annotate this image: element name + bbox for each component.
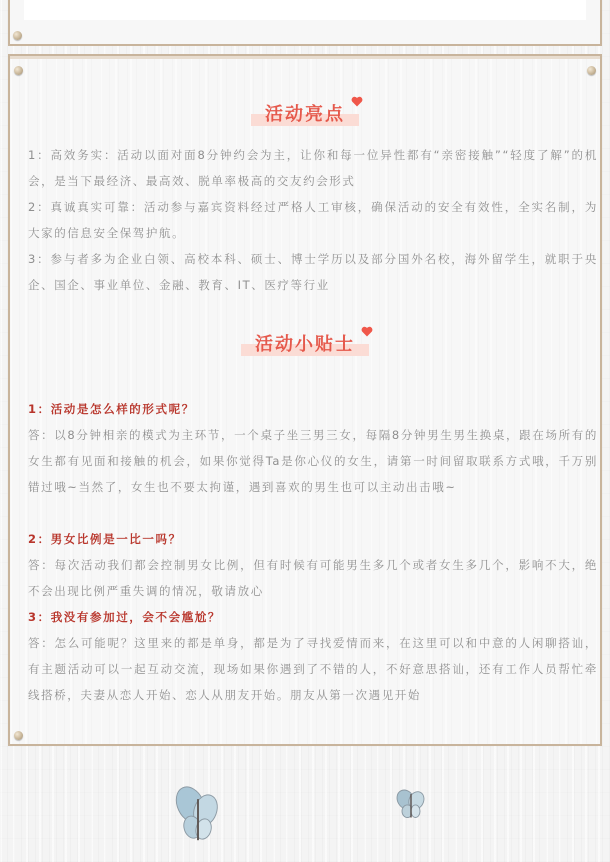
top-card-panel <box>8 0 602 46</box>
highlights-heading <box>10 100 600 126</box>
tip-answer-3: 答：怎么可能呢？这里来的都是单身，都是为了寻找爱情而来，在这里可以和中意的人闲聊搭讪，有主题活动可以一起互动交流，现场如果你遇到了不错的人，不好意思搭讪，还有工作人员帮忙牵线搭桥，夫妻从恋人开始、恋人从朋友开始。朋友从第一次遇见开始 <box>28 636 598 702</box>
pushpin-icon <box>14 731 23 740</box>
pushpin-icon <box>587 66 596 75</box>
butterfly-icon <box>170 782 226 848</box>
highlights-title: 活动亮点 <box>265 104 345 125</box>
tip-answer-1: 答：以8分钟相亲的模式为主环节，一个桌子坐三男三女，每隔8分钟男生男生换桌，跟在场所有的女生都有见面和接触的机会，如果你觉得Ta是你心仪的女生，请第一时间留取联系方式哦，千万别错过哦~当然了，女生也不要太拘谨，遇到喜欢的男生也可以主动出击哦~ <box>28 428 598 494</box>
tip-answer-2: 答：每次活动我们都会控制男女比例，但有时候有可能男生多几个或者女生多几个，影响不大，绝不会出现比例严重失调的情况，敬请放心 <box>28 558 598 598</box>
tip-question-2: 2：男女比例是一比一吗？ <box>28 532 182 546</box>
heart-icon <box>361 326 373 337</box>
pushpin-icon <box>13 31 22 40</box>
butterfly-icon <box>392 786 430 822</box>
pushpin-icon <box>14 66 23 75</box>
top-card-inner <box>24 0 586 20</box>
highlight-item-3: 3：参与者多为企业白领、高校本科、硕士、博士学历以及部分国外名校，海外留学生，就职于央企、国企、事业单位、金融、教育、IT、医疗等行业 <box>28 252 598 292</box>
highlight-item-2: 2：真诚真实可靠：活动参与嘉宾资料经过严格人工审核，确保活动的安全有效性，全实名制，为大家的信息安全保驾护航。 <box>28 200 598 240</box>
heart-icon <box>351 96 363 107</box>
tips-title: 活动小贴士 <box>255 334 355 355</box>
highlight-item-1: 1：高效务实：活动以面对面8分钟约会为主，让你和每一位异性都有“亲密接触”“轻度了解”的机会，是当下最经济、最高效、脱单率极高的交友约会形式 <box>28 148 598 188</box>
tip-question-3: 3：我没有参加过，会不会尴尬？ <box>28 610 221 624</box>
info-card-panel <box>8 54 602 746</box>
tips-heading <box>10 330 600 356</box>
tip-question-1: 1：活动是怎么样的形式呢？ <box>28 402 195 416</box>
